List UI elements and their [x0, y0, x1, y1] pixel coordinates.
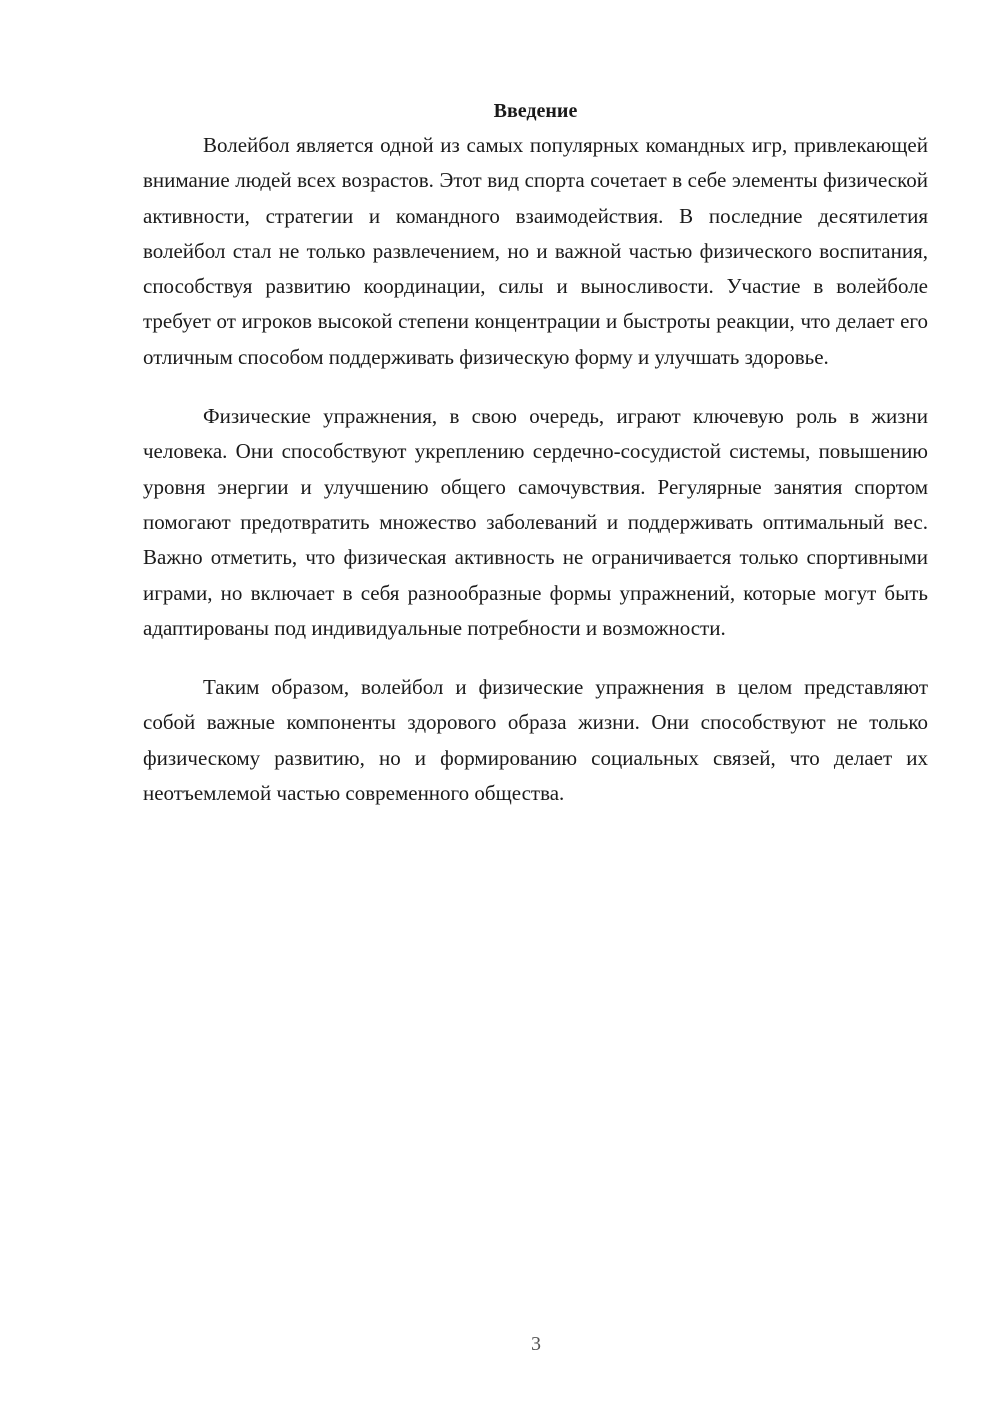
paragraph-3: Таким образом, волейбол и физические упражнения в целом представляют собой важные компоненты здорового образа жизни. Они способствуют не только физическому развитию, но и формированию социальных связей, что делает их неотъемлемой частью современного общества.	[143, 675, 928, 806]
page-number: 3	[531, 1333, 541, 1355]
paragraph-1: Волейбол является одной из самых популярных командных игр, привлекающей внимание людей всех возрастов. Этот вид спорта сочетает в себе элементы физической активности, стратегии и командного взаимодействия. В последние десятилетия волейбол стал не только развлечением, но и важной частью физического воспитания, способствуя развитию координации, силы и выносливости. Участие в волейболе требует от игроков высокой степени концентрации и быстроты реакции, что делает его отличным способом поддерживать физическую форму и улучшать здоровье.	[143, 133, 928, 369]
section-heading: Введение	[493, 100, 578, 122]
paragraph-2: Физические упражнения, в свою очередь, играют ключевую роль в жизни человека. Они способствуют укреплению сердечно-сосудистой системы, повышению уровня энергии и улучшению общего самочувствия. Регулярные занятия спортом помогают предотвратить множество заболеваний и поддерживать оптимальный вес. Важно отметить, что физическая активность не ограничивается только спортивными играми, но включает в себя разнообразные формы упражнений, которые могут быть адаптированы под индивидуальные потребности и возможности.	[143, 404, 928, 640]
document-page	[143, 96, 928, 835]
